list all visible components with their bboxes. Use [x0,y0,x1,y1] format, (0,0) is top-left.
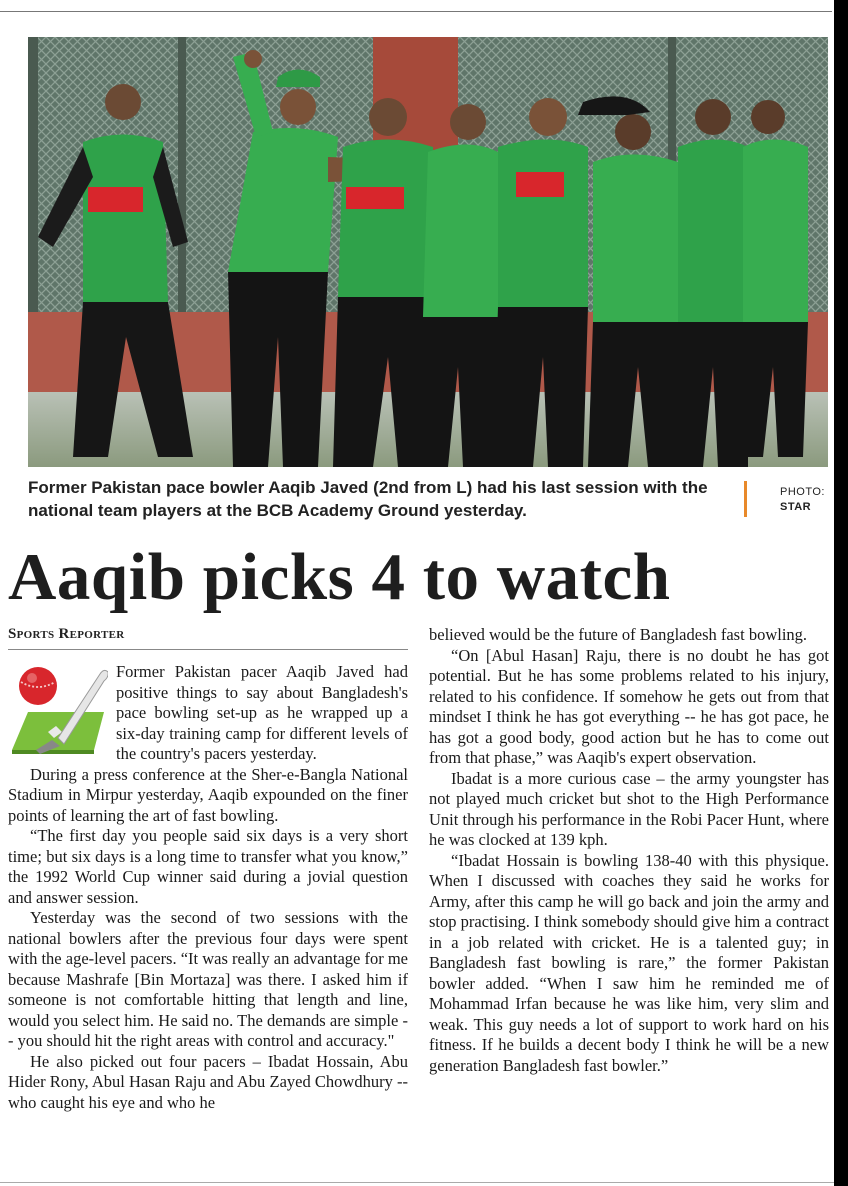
paragraph: Yesterday was the second of two sessions with the national bowlers after the previous four days were spent with the age-level pacers. “It was really an advantage for me because Mashrafe [Bin Mortaza] was there. I asked him if someone is not comfortable hitting that length and line, would you select him. He said no. The demands are simple -- you should hit the right areas with control and accuracy." [8,908,408,1050]
paragraph: Former Pakistan pacer Aaqib Javed had positive things to say about Bangladesh's pace bowling set-up as he wrapped up a six-day training camp for different levels of the country's pacers yesterday. [116,662,408,763]
page-edge-bar [834,0,848,1186]
paragraph: During a press conference at the Sher-e-Bangla National Stadium in Mirpur yesterday, Aaqib expounded on the finer points of learning the art of fast bowling. [8,764,408,825]
cricket-ball-and-bat-icon [8,662,108,754]
photo-credit-label: PHOTO: [780,486,825,498]
article-column-2 [429,625,829,1076]
paragraph: He also picked out four pacers – Ibadat Hossain, Abu Hider Rony, Abul Hasan Raju and Abu Zayed Chowdhury -- who caught his eye and who he [8,1051,408,1112]
headline: Aaqib picks 4 to watch [8,540,671,614]
paragraph: believed would be the future of Bangladesh fast bowling. [429,625,808,644]
photo-credit [780,485,840,515]
top-rule [0,11,832,12]
paragraph: “On [Abul Hasan] Raju, there is no doubt he has got potential. But he has some problems related to his injury, related to his confidence. If somehow he gets out from that mindset I think he has got everything -- he has got pace, he has got a good body, good action but he has to come out from that phase,” was Aaqib's expert observation. [429,645,829,767]
article-column-1 [8,662,408,1113]
news-photo [28,37,828,467]
paragraph: Ibadat is a more curious case – the army youngster has not played much cricket but shot to the High Performance Unit through his performance in the Robi Pacer Hunt, where he was clocked at 139 kph. [429,768,829,849]
paragraph: “Ibadat Hossain is bowling 138-40 with this physique. When I discussed with coaches they said he works for Army, after this camp he will go back and join the army and stop practising. I think somebody should give him a contract in a job related with cricket. He is a talented guy; in Bangladesh fast bowling is rare,” the former Pakistan bowler added. “When I saw him he reminded me of Mohammad Irfan because he was like him, very slim and weak. This guy needs a lot of support to work hard on his fitness. If he builds a decent body I think he will be a new generation Bangladesh fast bowler.” [429,850,829,1075]
caption-divider [744,481,747,517]
photo-caption: Former Pakistan pace bowler Aaqib Javed (2nd from L) had his last session with the national team players at the BCB Academy Ground yesterday. [28,478,708,520]
byline-rule [8,649,408,650]
byline: Sports Reporter [8,626,125,642]
paragraph: “The first day you people said six days is a very short time; but six days is a long time to transfer what you know,” the 1992 World Cup winner said during a jovial question and answer session. [8,826,408,907]
photo-credit-source: STAR [780,501,812,513]
bottom-rule [0,1182,834,1183]
